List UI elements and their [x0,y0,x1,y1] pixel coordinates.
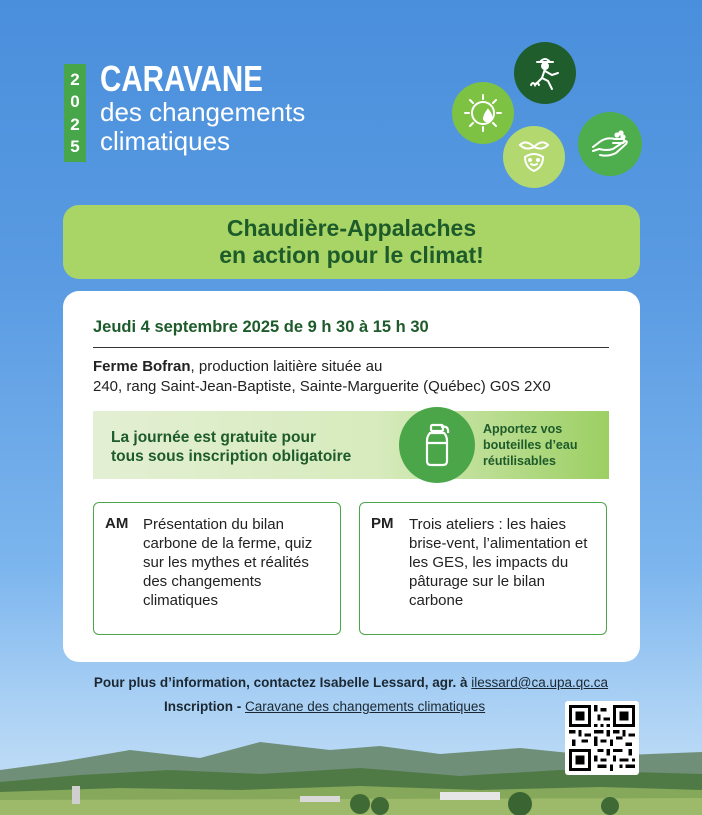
contact-prefix: Pour plus d’information, contactez Isabelle Lessard, agr. à [93,675,472,690]
bottle-text [483,421,577,469]
pm-tag: PM [371,515,394,532]
qr-code[interactable] [565,701,639,775]
divider [93,347,609,348]
logo-year [64,64,86,162]
farmer-icon [514,42,576,104]
inscription-label: Inscription - [164,699,245,714]
bottle-line2: bouteilles d’eau [483,438,578,452]
inscription-line [164,699,485,714]
water-bottle-icon [399,407,475,483]
event-card [63,291,640,662]
event-address [93,357,551,397]
inscription-link[interactable]: Caravane des changements climatiques [245,699,486,714]
farm-name: Ferme Bofran [93,358,191,375]
event-date: Jeudi 4 septembre 2025 de 9 h 30 à 15 h 30 [93,318,429,336]
pm-text: Trois ateliers : les haies brise-vent, l’alimentation et les GES, les impacts du pâturage sur le bilan carbone [409,516,588,609]
farm-desc: , production laitière située au [190,358,383,375]
headline-line2: en action pour le climat! [219,242,484,268]
headline-banner [63,205,640,279]
logo-caravane: CARAVANE [100,58,263,99]
headline-line1: Chaudière-Appalaches [226,215,477,241]
logo-subtitle-line2: climatiques [100,126,231,156]
year-digit: 2 [70,69,80,89]
free-line1: La journée est gratuite pour [111,429,316,446]
hand-seeds-icon [578,112,642,176]
contact-email-link[interactable]: ilessard@ca.upa.qc.ca [471,675,609,690]
logo-title [100,60,305,156]
free-line2: tous sous inscription obligatoire [111,448,352,465]
seedling-face-icon [503,126,565,188]
bottle-line1: Apportez vos [483,422,563,436]
pm-box [359,502,607,635]
contact-line [0,675,702,690]
year-digit: 2 [70,114,80,134]
logo-subtitle-line1: des changements [100,97,306,127]
address-line: 240, rang Saint-Jean-Baptiste, Sainte-Marguerite (Québec) G0S 2X0 [93,378,551,395]
am-text: Présentation du bilan carbone de la ferme, quiz sur les mythes et réalités des changements climatiques [143,516,313,609]
bottle-line3: réutilisables [483,454,556,468]
year-digit: 0 [70,92,80,112]
am-tag: AM [105,515,129,532]
sun-drop-icon [452,82,514,144]
am-box [93,502,341,635]
free-text [111,428,351,466]
year-digit: 5 [70,137,80,157]
